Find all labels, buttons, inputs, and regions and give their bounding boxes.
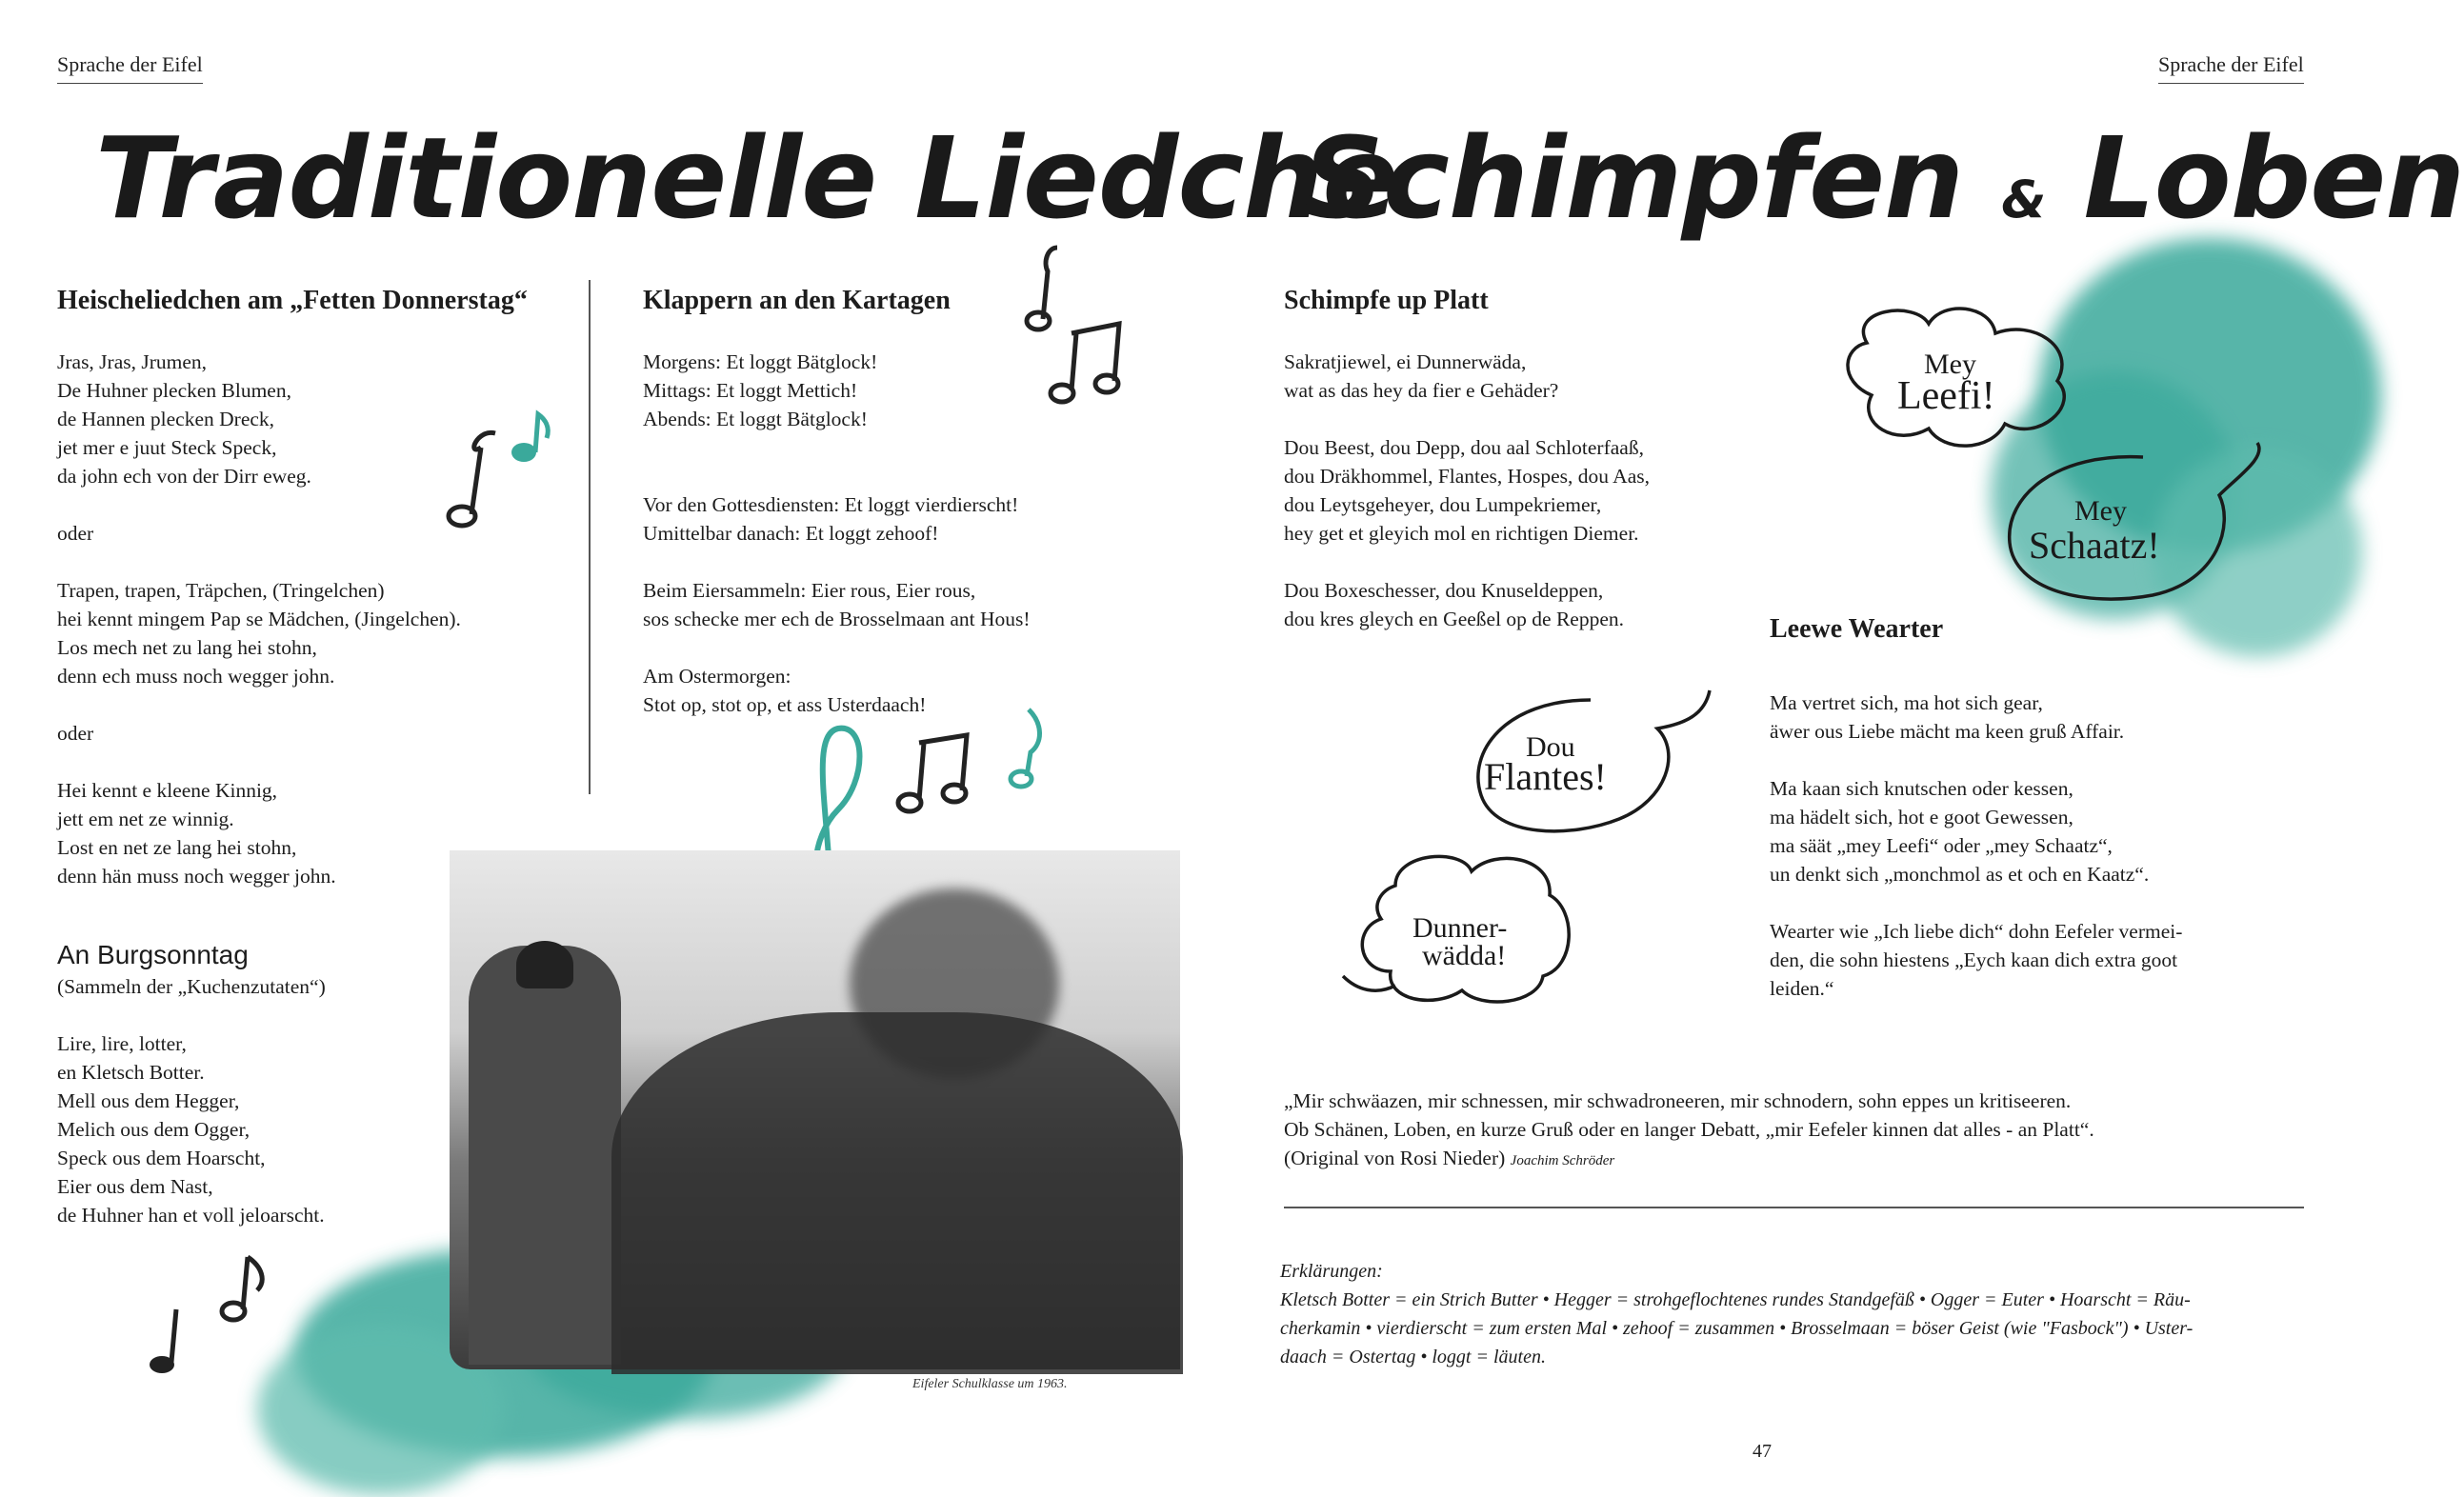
music-notes-icon	[438, 400, 562, 533]
glossary-line2: cherkamin • vierdierscht = zum ersten Mal • zehoof = zusammen • Brosselmaan = böser Geist (wie "Fasbock") • Uster-	[1280, 1318, 2194, 1339]
song-burgsonntag	[57, 1029, 495, 1229]
column-divider	[589, 280, 591, 794]
line-gap	[643, 433, 1195, 462]
text-line: den, die sohn hiestens „Eych kaan dich extra goot	[1770, 948, 2178, 971]
line-gap	[1284, 405, 1817, 433]
running-header-right: Sprache der Eifel	[2158, 52, 2304, 84]
glossary	[1280, 1257, 2309, 1371]
closing-quote	[1284, 1087, 2313, 1175]
text-line: De Huhner plecken Blumen,	[57, 379, 291, 402]
text-line: Jras, Jras, Jrumen,	[57, 350, 208, 373]
dunner-line1: Dunner-	[1412, 912, 1508, 944]
text-line: Trapen, trapen, Träpchen, (Tringelchen)	[57, 579, 385, 602]
title-schimpfen: Schimpfen	[1303, 112, 1964, 244]
text-line: hei kennt mingem Pap se Mädchen, (Jingelchen).	[57, 608, 461, 630]
line-gap	[1284, 548, 1817, 576]
text-line: denn hän muss noch wegger john.	[57, 865, 336, 888]
heading-leewe-wearter: Leewe Wearter	[1770, 614, 1944, 644]
text-line: jet mer e juut Steck Speck,	[57, 436, 277, 459]
dunner-line2: wädda!	[1422, 940, 1507, 971]
subheading-burgsonntag: (Sammeln der „Kuchenzutaten“)	[57, 975, 326, 998]
line-gap	[57, 748, 591, 776]
text-line: dou Dräkhommel, Flantes, Hospes, dou Aas,	[1284, 465, 1650, 488]
text-line: Ma kaan sich knutschen oder kessen,	[1770, 777, 2073, 800]
music-notes-icon	[143, 1252, 276, 1376]
text-line: oder	[57, 522, 94, 545]
text-line: denn ech muss noch wegger john.	[57, 665, 335, 688]
heading-burgsonntag: An Burgsonntag	[57, 940, 249, 969]
historical-school-class-photo	[450, 850, 1180, 1369]
heading-klappern: Klappern an den Kartagen	[643, 286, 951, 315]
text-line: Dou Beest, dou Depp, dou aal Schloterfaaß,	[1284, 436, 1644, 459]
text-line: Beim Eiersammeln: Eier rous, Eier rous,	[643, 579, 976, 602]
text-line: de Huhner han et voll jeloarscht.	[57, 1204, 325, 1227]
text-line: Dou Boxeschesser, dou Knuseldeppen,	[1284, 579, 1604, 602]
page-title-left: Traditionelle Liedche	[95, 112, 1398, 244]
text-line: Vor den Gottesdiensten: Et loggt vierdierscht!	[643, 493, 1019, 516]
text-line: Eier ous dem Nast,	[57, 1175, 213, 1198]
schaatz-small: Mey	[2074, 495, 2127, 527]
text-line: Sakratjiewel, ei Dunnerwäda,	[1284, 350, 1527, 373]
line-gap	[643, 548, 1195, 576]
text-line: en Kletsch Botter.	[57, 1061, 205, 1084]
text-leewe-wearter	[1770, 689, 2303, 1003]
title-loben: Loben	[2083, 112, 2464, 244]
text-line: wat as das hey da fier e Gehäder?	[1284, 379, 1559, 402]
line-gap	[643, 462, 1195, 490]
text-line: Ma vertret sich, ma hot sich gear,	[1770, 691, 2043, 714]
text-line: Mell ous dem Hegger,	[57, 1089, 240, 1112]
text-line: ma säät „mey Leefi“ oder „mey Schaatz“,	[1770, 834, 2113, 857]
text-line: Mittags: Et loggt Mettich!	[643, 379, 858, 402]
schaatz-big: Schaatz!	[2029, 524, 2160, 567]
text-line: Abends: Et loggt Bätglock!	[643, 408, 868, 430]
flantes-small: Dou	[1526, 731, 1575, 763]
text-line: Lost en net ze lang hei stohn,	[57, 836, 297, 859]
title-ampersand: &	[2001, 170, 2046, 230]
line-gap	[1770, 746, 2303, 774]
page-title-right	[1303, 112, 2464, 244]
speech-bubble-schaatz	[2000, 438, 2286, 605]
text-line: Speck ous dem Hoarscht,	[57, 1147, 266, 1169]
text-line: sos schecke mer ech de Brosselmaan ant Hous!	[643, 608, 1031, 630]
text-line: äwer ous Liebe mächt ma keen gruß Affair.	[1770, 720, 2125, 743]
text-line: da john ech von der Dirr eweg.	[57, 465, 311, 488]
line-gap	[57, 548, 591, 576]
text-schimpfe	[1284, 348, 1817, 633]
text-line: de Hannen plecken Dreck,	[57, 408, 275, 430]
line-gap	[57, 690, 591, 719]
glossary-heading: Erklärungen:	[1280, 1261, 1383, 1282]
music-notes-icon	[1019, 243, 1133, 405]
text-line: Stot op, stot op, et ass Usterdaach!	[643, 693, 927, 716]
photo-caption: Eifeler Schulklasse um 1963.	[912, 1377, 1068, 1391]
leefi-big: Leefi!	[1897, 374, 1995, 418]
page-number	[1753, 1441, 1772, 1463]
text-line: leiden.“	[1770, 977, 1834, 1000]
text-line: Morgens: Et loggt Bätglock!	[643, 350, 878, 373]
text-line: Umittelbar danach: Et loggt zehoof!	[643, 522, 939, 545]
text-line: un denkt sich „monchmol as et och en Kaatz“.	[1770, 863, 2150, 886]
page-number-value: 47	[1753, 1441, 1772, 1462]
text-line: Lire, lire, lotter,	[57, 1032, 187, 1055]
text-line: ma hädelt sich, hot e goot Gewessen,	[1770, 806, 2073, 828]
text-line: Hei kennt e kleene Kinnig,	[57, 779, 278, 802]
text-line: jett em net ze winnig.	[57, 808, 234, 830]
running-header-left: Sprache der Eifel	[57, 52, 203, 84]
flantes-big: Flantes!	[1484, 755, 1607, 798]
text-line: hey get et gleyich mol en richtigen Diemer.	[1284, 522, 1639, 545]
line-gap	[643, 633, 1195, 662]
section-divider	[1284, 1207, 2304, 1208]
leefi-small: Mey	[1924, 349, 1976, 380]
heading-heischeliedchen: Heischeliedchen am „Fetten Donnerstag“	[57, 286, 528, 315]
text-line: Wearter wie „Ich liebe dich“ dohn Eefeler vermei-	[1770, 920, 2183, 943]
text-line: Am Ostermorgen:	[643, 665, 791, 688]
quote-line3: (Original von Rosi Nieder)	[1284, 1147, 1506, 1169]
text-line: oder	[57, 722, 94, 745]
speech-bubble-flantes	[1467, 686, 1714, 838]
text-line: Los mech net zu lang hei stohn,	[57, 636, 317, 659]
glossary-line3: daach = Ostertag • loggt = läuten.	[1280, 1347, 1546, 1367]
text-line: Melich ous dem Ogger,	[57, 1118, 250, 1141]
quote-line2: Ob Schänen, Loben, en kurze Gruß oder en langer Debatt, „mir Eefeler kinnen dat alles - an Platt“.	[1284, 1118, 2094, 1141]
speech-bubble-dunnerwaedda	[1338, 843, 1605, 1014]
glossary-line1: Kletsch Botter = ein Strich Butter • Hegger = strohgeflochtenes rundes Standgefäß • Ogger = Euter • Hoarscht = Räu-	[1280, 1289, 2191, 1310]
quote-line1: „Mir schwäazen, mir schnessen, mir schwadroneeren, mir schnodern, sohn eppes un kritiseeren.	[1284, 1089, 2072, 1112]
line-gap	[1770, 888, 2303, 917]
text-line: dou kres gleych en Geeßel op de Reppen.	[1284, 608, 1625, 630]
heading-schimpfe: Schimpfe up Platt	[1284, 286, 1489, 315]
quote-author: Joachim Schröder	[1510, 1153, 1615, 1168]
text-line: dou Leytsgeheyer, dou Lumpekriemer,	[1284, 493, 1602, 516]
